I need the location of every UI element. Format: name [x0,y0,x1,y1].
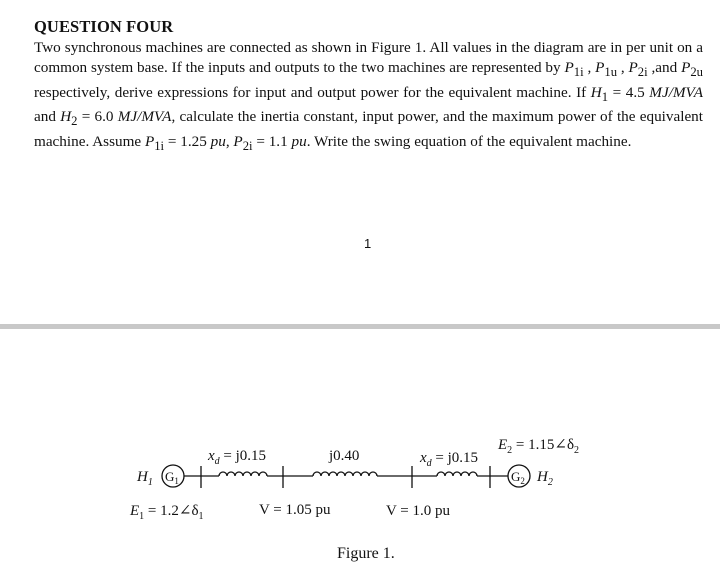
line-reactance-coil [313,472,377,476]
g2-label: $G_2$ [511,469,525,486]
v2-label: V = 1.0 pu [386,503,451,519]
line-reactance-label: j0.40 [329,448,360,464]
g1-label: $G_1$ [165,469,179,486]
figure-caption: Figure 1. [337,545,395,562]
h2-label: $H_2$ [537,469,553,488]
question-heading: QUESTION FOUR [34,17,174,36]
x1-label: $x_d = j0.15$ [208,448,267,467]
reactance-coil-2 [437,472,477,476]
page-number: 1 [364,236,372,251]
e2-label: $E_2$ = $1.15\angle\delta_2$ [498,437,580,456]
reactance-coil-1 [219,472,267,476]
e1-label: $E_1$ = $1.2\angle\delta_1$ [130,503,204,522]
x2-label: $x_d = j0.15$ [420,450,479,469]
h1-label: $H_1$ [137,469,153,488]
question-text: Two synchronous machines are connected as shown in Figure 1. All values in the diagram are in per unit on a common system base. If the inputs and outputs to the two machines are represented by $P_{1i}$ , $P_{1u}$ , $P_{2i}$ ,and $P_{2u}$ respectively, derive expressions for input and output power for the equivalent machine. If $H_1 = 4.5$ MJ/MVA and $H_2 = 6.0$ MJ/MVA, calculate the inertia constant, input power, and the maximum power of the equivalent machine. Assume $P_{1i} = 1.25$ pu, $P_{2i} = 1.1$ pu. Write the swing equation of the equivalent machine. [34,39,703,153]
v1-label: V = 1.05 pu [259,502,331,518]
